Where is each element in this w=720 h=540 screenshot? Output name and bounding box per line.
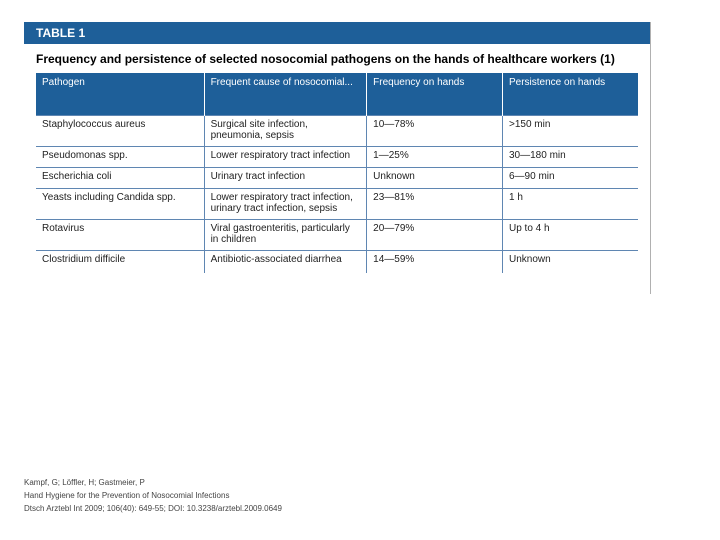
header-frequency: Frequency on hands [367,73,503,116]
cell-persistence: 30—180 min [503,147,639,168]
cell-cause: Lower respiratory tract infection, urinary tract infection, sepsis [204,189,367,220]
cell-cause: Viral gastroenteritis, particularly in children [204,220,367,251]
table-figure [24,22,651,294]
table-header-row [36,73,638,116]
table-row [36,168,638,189]
table-row [36,147,638,168]
table-row [36,220,638,251]
cell-pathogen: Clostridium difficile [36,251,204,274]
cell-pathogen: Pseudomonas spp. [36,147,204,168]
cell-frequency: 1—25% [367,147,503,168]
cell-pathogen: Yeasts including Candida spp. [36,189,204,220]
citation-authors: Kampf, G; Löffler, H; Gastmeier, P [24,478,145,487]
cell-frequency: 14—59% [367,251,503,274]
cell-pathogen: Rotavirus [36,220,204,251]
table-row [36,189,638,220]
table-row [36,116,638,147]
cell-persistence: 6—90 min [503,168,639,189]
cell-pathogen: Escherichia coli [36,168,204,189]
cell-frequency: 20—79% [367,220,503,251]
pathogen-table [36,73,638,273]
table-row [36,251,638,274]
cell-cause: Lower respiratory tract infection [204,147,367,168]
citation-title: Hand Hygiene for the Prevention of Nosocomial Infections [24,491,230,500]
table-title: Frequency and persistence of selected nosocomial pathogens on the hands of healthcare workers (1) [36,52,615,66]
header-frequent-cause: Frequent cause of nosocomial... [204,73,367,116]
cell-persistence: >150 min [503,116,639,147]
cell-pathogen: Staphylococcus aureus [36,116,204,147]
cell-frequency: 23—81% [367,189,503,220]
cell-cause: Surgical site infection, pneumonia, sepsis [204,116,367,147]
header-persistence: Persistence on hands [503,73,639,116]
cell-frequency: Unknown [367,168,503,189]
cell-persistence: Up to 4 h [503,220,639,251]
cell-cause: Urinary tract infection [204,168,367,189]
header-pathogen: Pathogen [36,73,204,116]
cell-persistence: 1 h [503,189,639,220]
cell-persistence: Unknown [503,251,639,274]
cell-frequency: 10—78% [367,116,503,147]
cell-cause: Antibiotic-associated diarrhea [204,251,367,274]
citation-source: Dtsch Arztebl Int 2009; 106(40): 649-55; DOI: 10.3238/arztebl.2009.0649 [24,504,282,513]
table-label: TABLE 1 [24,22,650,44]
citation [24,476,282,515]
